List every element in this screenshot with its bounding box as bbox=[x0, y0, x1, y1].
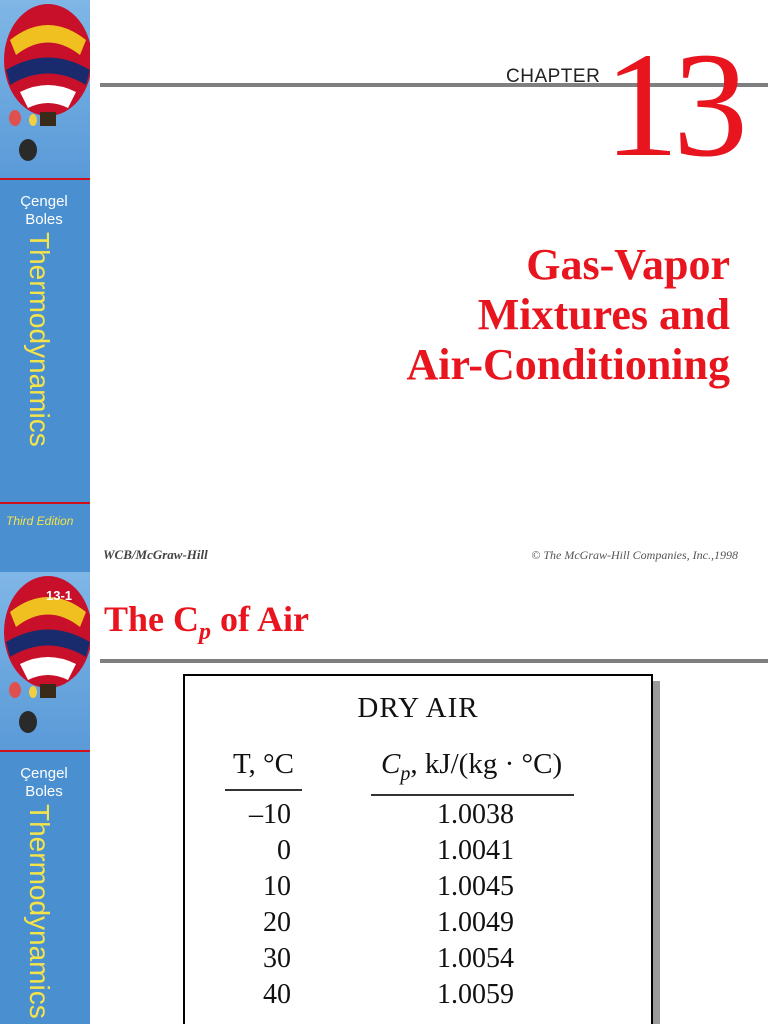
chapter-label: CHAPTER bbox=[506, 66, 601, 87]
edition-label: Third Edition bbox=[6, 514, 74, 528]
chapter-number: 13 bbox=[604, 22, 742, 188]
hot-air-balloon-photo bbox=[0, 0, 90, 180]
sidebar bbox=[0, 572, 90, 1024]
table-cell-temperature: 20 bbox=[263, 907, 291, 938]
slide-heading bbox=[104, 598, 309, 646]
header-subscript: p bbox=[400, 762, 411, 785]
sidebar bbox=[0, 0, 90, 572]
header-text: , kJ/(kg · °C) bbox=[410, 748, 563, 780]
table-cell-cp: 1.0049 bbox=[437, 907, 514, 938]
header-underline bbox=[225, 789, 302, 791]
header-text: T, °C bbox=[233, 748, 295, 780]
book-title-vertical: Thermodynamics bbox=[24, 232, 55, 447]
heading-text: of Air bbox=[211, 599, 309, 639]
table-title: DRY AIR bbox=[357, 692, 479, 724]
sidebar-divider bbox=[0, 178, 90, 180]
balloon-icon bbox=[0, 572, 90, 750]
header-text: C bbox=[381, 748, 401, 780]
author-name: Çengel bbox=[20, 765, 68, 782]
table-cell-cp: 1.0059 bbox=[437, 979, 514, 1010]
heading-text: The C bbox=[104, 599, 200, 639]
copyright-footer: © The McGraw-Hill Companies, Inc.,1998 bbox=[531, 548, 738, 562]
heading-subscript: p bbox=[199, 619, 212, 646]
chapter-title bbox=[406, 240, 730, 390]
title-line: Mixtures and bbox=[477, 290, 730, 339]
column-header-cp bbox=[381, 748, 562, 786]
table-cell-temperature: –10 bbox=[249, 799, 291, 830]
table-cell-temperature: 0 bbox=[277, 835, 291, 866]
table-cell-temperature: 40 bbox=[263, 979, 291, 1010]
author-name: Boles bbox=[25, 211, 63, 228]
content-slide bbox=[0, 572, 768, 1024]
table-cell-temperature: 10 bbox=[263, 871, 291, 902]
table-cell-cp: 1.0054 bbox=[437, 943, 514, 974]
balloon-icon bbox=[0, 0, 90, 178]
table-cell-cp: 1.0045 bbox=[437, 871, 514, 902]
title-line: Air-Conditioning bbox=[406, 340, 730, 389]
table-cell-cp: 1.0038 bbox=[437, 799, 514, 830]
title-line: Gas-Vapor bbox=[526, 240, 730, 289]
slide-number: 13-1 bbox=[46, 588, 73, 603]
header-underline bbox=[371, 794, 574, 796]
publisher-footer: WCB/McGraw-Hill bbox=[103, 547, 208, 562]
hot-air-balloon-photo bbox=[0, 572, 90, 752]
header-rule bbox=[100, 659, 768, 663]
author-name: Boles bbox=[25, 783, 63, 800]
table-cell-temperature: 30 bbox=[263, 943, 291, 974]
table-cell-cp: 1.0041 bbox=[437, 835, 514, 866]
column-header-temperature bbox=[233, 748, 294, 781]
dry-air-table bbox=[183, 674, 653, 1024]
book-title-vertical: Thermodynamics bbox=[24, 804, 55, 1019]
sidebar-divider bbox=[0, 750, 90, 752]
author-name: Çengel bbox=[20, 193, 68, 210]
sidebar-divider bbox=[0, 502, 90, 504]
